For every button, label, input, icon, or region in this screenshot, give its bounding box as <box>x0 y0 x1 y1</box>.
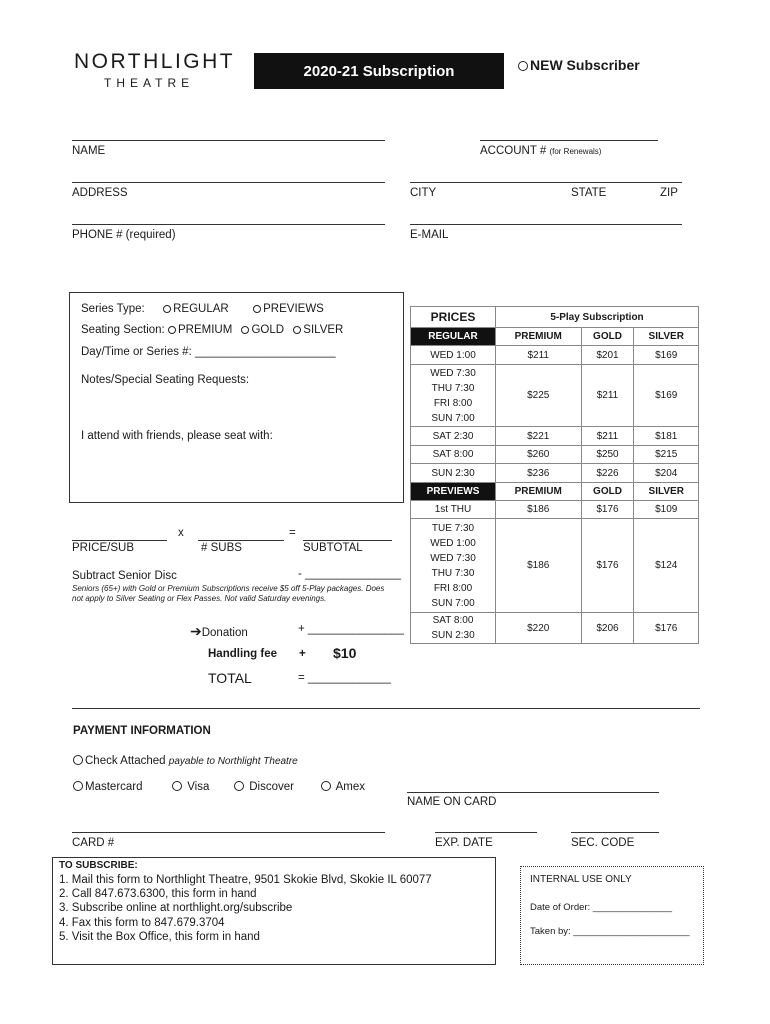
subscribe-title: TO SUBSCRIBE: <box>59 860 138 871</box>
table-row <box>411 501 699 519</box>
radio-icon[interactable] <box>163 305 171 313</box>
internal-title: INTERNAL USE ONLY <box>530 874 632 885</box>
table-row <box>411 365 699 427</box>
column-header: PREMIUM <box>496 328 582 346</box>
phone-input[interactable] <box>72 224 385 225</box>
check-note: payable to Northlight Theatre <box>168 756 298 767</box>
price-cell: $169 <box>634 365 699 427</box>
price-cell: $221 <box>496 427 582 446</box>
table-row <box>411 464 699 483</box>
exp-date-input[interactable] <box>435 832 537 833</box>
price-cell: $204 <box>634 464 699 483</box>
name-input[interactable] <box>72 140 385 141</box>
arrow-right-icon: ➔ <box>190 623 202 639</box>
name-label: NAME <box>72 145 106 157</box>
price-cell: $181 <box>634 427 699 446</box>
price-cell: $124 <box>634 519 699 613</box>
performance-time: SAT 2:30 <box>432 430 474 442</box>
regular-option[interactable]: REGULAR <box>173 303 229 315</box>
price-cell: $250 <box>581 446 634 464</box>
performance-time: WED 7:30 <box>430 552 476 564</box>
handling-amount: $10 <box>333 645 357 661</box>
sec-code-label: SEC. CODE <box>571 837 635 849</box>
price-sub-input[interactable] <box>72 540 167 541</box>
radio-icon[interactable] <box>234 781 244 791</box>
table-row <box>411 446 699 464</box>
amex-option[interactable]: Amex <box>321 781 365 793</box>
subscribe-step: 5. Visit the Box Office, this form in hand <box>59 930 260 943</box>
column-header: SILVER <box>634 328 699 346</box>
price-cell: $169 <box>634 346 699 365</box>
senior-discount-input[interactable]: - _______________ <box>298 568 401 580</box>
performance-times <box>411 427 496 446</box>
performance-time: WED 1:00 <box>430 349 476 361</box>
price-cell: $260 <box>496 446 582 464</box>
performance-time: TUE 7:30 <box>431 522 475 534</box>
friends-label: I attend with friends, please seat with: <box>81 430 273 442</box>
address-label: ADDRESS <box>72 187 128 199</box>
subs-label: # SUBS <box>201 542 242 554</box>
price-cell: $201 <box>581 346 634 365</box>
subscribe-steps <box>59 873 432 944</box>
city-state-zip-input[interactable] <box>410 182 682 183</box>
radio-icon[interactable] <box>253 305 261 313</box>
performance-time: FRI 8:00 <box>433 397 473 409</box>
performance-time: SUN 2:30 <box>431 630 475 641</box>
performance-time: WED 7:30 <box>430 367 476 379</box>
price-cell: $236 <box>496 464 582 483</box>
phone-label: PHONE # (required) <box>72 229 176 241</box>
check-option[interactable]: Check Attached payable to Northlight Theatre <box>73 755 298 767</box>
radio-icon[interactable] <box>168 326 176 334</box>
card-number-input[interactable] <box>72 832 385 833</box>
price-cell: $186 <box>496 519 582 613</box>
logo-subline: THEATRE <box>104 76 195 90</box>
performance-time: THU 7:30 <box>431 382 475 394</box>
email-input[interactable] <box>410 224 682 225</box>
section-label: REGULAR <box>411 328 496 346</box>
column-header: PREMIUM <box>496 483 582 501</box>
performance-time: SAT 8:00 <box>432 449 474 460</box>
divider <box>72 708 700 709</box>
performance-time: SUN 2:30 <box>431 467 475 479</box>
price-cell: $186 <box>496 501 582 519</box>
payment-title: PAYMENT INFORMATION <box>73 725 211 737</box>
silver-option[interactable]: SILVER <box>303 324 344 336</box>
daytime-field[interactable]: Day/Time or Series #: ______________________ <box>81 346 336 358</box>
table-row <box>411 346 699 365</box>
subscribe-step: 1. Mail this form to Northlight Theatre, 9501 Skokie Blvd, Skokie IL 60077 <box>59 874 432 886</box>
new-subscriber-option[interactable] <box>518 57 640 73</box>
radio-icon[interactable] <box>73 755 83 765</box>
form-title: 2020-21 Subscription <box>254 53 504 89</box>
logo-wordmark: NORTHLIGHT <box>74 50 236 73</box>
premium-option[interactable]: PREMIUM <box>177 324 233 336</box>
subtotal-input[interactable] <box>303 540 392 541</box>
visa-option[interactable]: Visa <box>172 781 209 793</box>
performance-times <box>411 446 496 464</box>
radio-icon[interactable] <box>241 326 249 334</box>
radio-icon[interactable] <box>321 781 331 791</box>
prices-title-row <box>411 307 699 328</box>
taken-by-field[interactable]: Taken by: ______________________ <box>530 926 690 937</box>
price-cell: $176 <box>634 613 699 644</box>
subscribe-step: 4. Fax this form to 847.679.3704 <box>59 916 225 929</box>
performance-times <box>411 464 496 483</box>
performance-times <box>411 613 496 644</box>
price-cell: $211 <box>581 365 634 427</box>
performance-time: 1st THU <box>434 504 472 515</box>
previews-option[interactable]: PREVIEWS <box>263 303 324 315</box>
table-row <box>411 613 699 644</box>
performance-time: SAT 8:00 <box>432 615 474 626</box>
price-cell: $176 <box>581 519 634 613</box>
address-input[interactable] <box>72 182 385 183</box>
performance-time: SUN 7:00 <box>431 597 475 609</box>
gold-option[interactable]: GOLD <box>251 324 285 336</box>
performance-times <box>411 346 496 365</box>
radio-icon[interactable] <box>172 781 182 791</box>
account-label: ACCOUNT # (for Renewals) <box>480 145 602 157</box>
performance-times <box>411 519 496 613</box>
exp-date-label: EXP. DATE <box>435 837 493 849</box>
account-input[interactable] <box>480 140 658 141</box>
mastercard-option[interactable]: Mastercard <box>73 781 143 793</box>
column-header: GOLD <box>581 483 634 501</box>
seating-section-label: Seating Section: <box>81 324 165 336</box>
email-label: E-MAIL <box>410 229 449 241</box>
total-label: TOTAL <box>208 670 252 686</box>
price-sub-label: PRICE/SUB <box>72 542 134 554</box>
column-header: SILVER <box>634 483 699 501</box>
subs-input[interactable] <box>198 540 284 541</box>
card-number-label: CARD # <box>72 837 115 849</box>
radio-icon[interactable] <box>73 781 83 791</box>
radio-icon[interactable] <box>518 61 528 71</box>
price-cell: $225 <box>496 365 582 427</box>
price-cell: $211 <box>581 427 634 446</box>
total-input[interactable]: = _____________ <box>298 672 392 684</box>
table-row <box>411 519 699 613</box>
sec-code-input[interactable] <box>571 832 659 833</box>
multiply-sign: x <box>178 527 184 539</box>
subtotal-label: SUBTOTAL <box>303 542 363 554</box>
performance-time: THU 7:30 <box>431 567 475 579</box>
price-cell: $215 <box>634 446 699 464</box>
notes-label: Notes/Special Seating Requests: <box>81 374 250 386</box>
prices-title: PRICES <box>411 307 496 328</box>
senior-note: Seniors (65+) with Gold or Premium Subscriptions receive $5 off 5-Play packages. Does not apply to Silver Seating or Flex Passes. Not valid Saturday evenings. <box>72 584 385 603</box>
performance-times <box>411 365 496 427</box>
price-cell: $206 <box>581 613 634 644</box>
price-cell: $176 <box>581 501 634 519</box>
handling-plus: + <box>299 648 306 660</box>
new-subscriber-label: NEW Subscriber <box>530 57 640 73</box>
donation-label: Donation <box>201 627 248 639</box>
discover-option[interactable]: Discover <box>234 781 294 793</box>
price-cell: $211 <box>496 346 582 365</box>
price-cell: $109 <box>634 501 699 519</box>
series-type-label: Series Type: <box>81 303 145 315</box>
seating-section-row <box>81 324 343 336</box>
performance-times <box>411 501 496 519</box>
performance-time: FRI 8:00 <box>433 582 473 594</box>
senior-discount-label: Subtract Senior Disc <box>72 570 177 582</box>
name-on-card-input[interactable] <box>407 792 659 793</box>
performance-time: SUN 7:00 <box>431 412 475 424</box>
price-cell: $220 <box>496 613 582 644</box>
zip-label: ZIP <box>660 187 678 199</box>
donation-input[interactable]: + _______________ <box>298 623 404 635</box>
prices-header-row <box>411 483 699 501</box>
table-row <box>411 427 699 446</box>
radio-icon[interactable] <box>293 326 301 334</box>
subscribe-step: 2. Call 847.673.6300, this form in hand <box>59 888 257 901</box>
name-on-card-label: NAME ON CARD <box>407 796 497 808</box>
performance-time: WED 1:00 <box>430 537 476 549</box>
order-date-field[interactable]: Date of Order: _______________ <box>530 902 673 913</box>
prices-table <box>410 306 699 644</box>
section-label: PREVIEWS <box>411 483 496 501</box>
donation-row <box>190 623 248 640</box>
subscribe-step: 3. Subscribe online at northlight.org/subscribe <box>59 902 293 915</box>
prices-subtitle: 5-Play Subscription <box>496 307 699 328</box>
state-label: STATE <box>571 187 607 199</box>
column-header: GOLD <box>581 328 634 346</box>
series-type-row <box>81 303 324 315</box>
prices-header-row <box>411 328 699 346</box>
price-cell: $226 <box>581 464 634 483</box>
city-label: CITY <box>410 187 437 199</box>
handling-label: Handling fee <box>208 648 278 660</box>
equals-sign: = <box>289 527 296 539</box>
